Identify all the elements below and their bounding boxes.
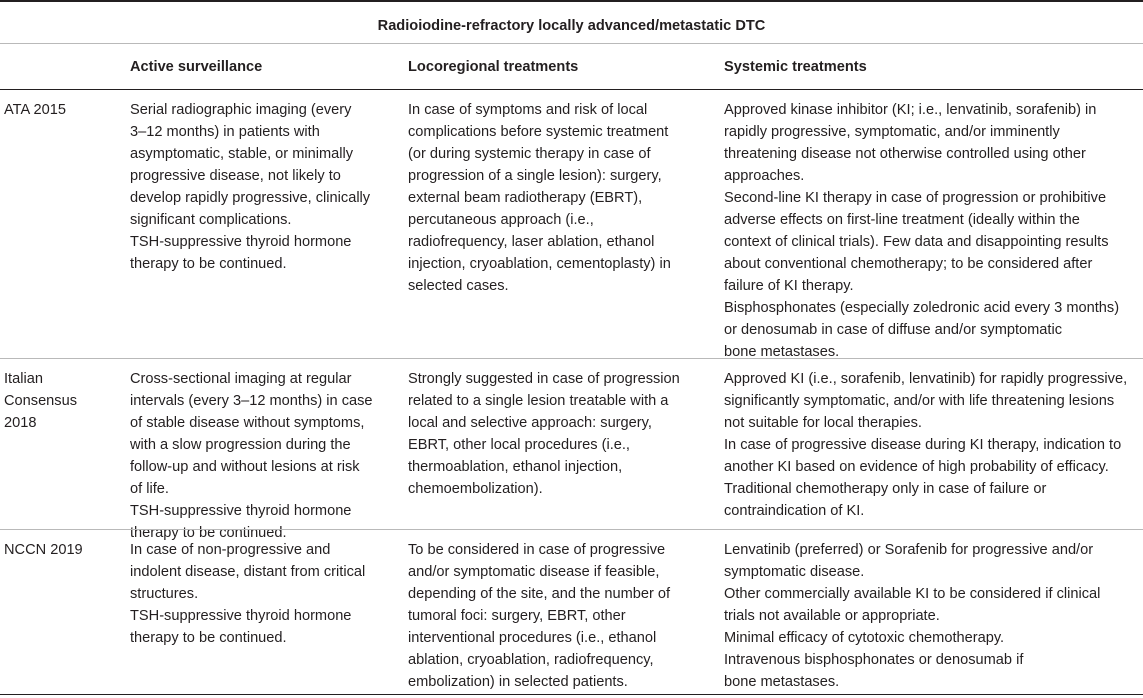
cell-text-line: Other commercially available KI to be considered if clinical [724,586,1101,602]
systemic-cell [724,368,1140,522]
cell-text-line: of life. [130,481,169,497]
cell-text-line: Strongly suggested in case of progression [408,371,680,387]
cell-text-line: bone metastases. [724,344,840,360]
cell-text-line: radiofrequency, laser ablation, ethanol [408,234,655,250]
cell-text-line: contraindication of KI. [724,503,865,519]
column-header-locoregional: Locoregional treatments [408,59,579,75]
cell-text-line: TSH-suppressive thyroid hormone [130,234,352,250]
cell-text-line: In case of symptoms and risk of local [408,102,648,118]
guideline-cell [4,99,114,121]
cell-text-line: embolization) in selected patients. [408,674,628,690]
cell-text-line: Italian [4,371,43,387]
cell-text-line: percutaneous approach (i.e., [408,212,594,228]
table-caption: Radioiodine-refractory locally advanced/metastatic DTC [377,18,766,34]
cell-text-line: significantly symptomatic, and/or with life threatening lesions [724,393,1115,409]
cell-text-line: Traditional chemotherapy only in case of failure or [724,481,1047,497]
cell-text-line: complications before systemic treatment [408,124,669,140]
cell-text-line: indolent disease, distant from critical [130,564,366,580]
locoregional-cell [408,99,708,297]
cell-text-line: context of clinical trials). Few data and disappointing results [724,234,1109,250]
cell-text-line: injection, cryoablation, cementoplasty) in [408,256,671,272]
cell-text-line: Second-line KI therapy in case of progression or prohibitive [724,190,1107,206]
active-surveillance-cell [130,368,395,544]
cell-text-line: of stable disease without symptoms, [130,415,365,431]
cell-text-line: Cross-sectional imaging at regular [130,371,352,387]
cell-text-line: 2018 [4,415,37,431]
cell-text-line: local and selective approach: surgery, [408,415,652,431]
cell-text-line: not suitable for local therapies. [724,415,922,431]
cell-text-line: therapy to be continued. [130,630,287,646]
cell-text-line: TSH-suppressive thyroid hormone [130,608,352,624]
caption-rule [0,43,1143,44]
cell-text-line: asymptomatic, stable, or minimally [130,146,354,162]
cell-text-line: tumoral foci: surgery, EBRT, other [408,608,626,624]
cell-text-line: structures. [130,586,199,602]
cell-text-line: symptomatic disease. [724,564,865,580]
cell-text-line: To be considered in case of progressive [408,542,666,558]
systemic-cell [724,539,1140,693]
header-rule [0,89,1143,90]
cell-text-line: 3–12 months) in patients with [130,124,320,140]
column-header-active-surveillance: Active surveillance [130,59,263,75]
cell-text-line: trials not available or appropriate. [724,608,940,624]
cell-text-line: Minimal efficacy of cytotoxic chemotherapy. [724,630,1005,646]
cell-text-line: ablation, cryoablation, radiofrequency, [408,652,654,668]
row-divider [0,529,1143,530]
cell-text-line: TSH-suppressive thyroid hormone [130,503,352,519]
cell-text-line: significant complications. [130,212,292,228]
cell-text-line: develop rapidly progressive, clinically [130,190,371,206]
cell-text-line: In case of non-progressive and [130,542,331,558]
cell-text-line: progressive disease, not likely to [130,168,341,184]
active-surveillance-cell [130,539,395,649]
row-divider [0,358,1143,359]
cell-text-line: intervals (every 3–12 months) in case [130,393,373,409]
cell-text-line: related to a single lesion treatable with a [408,393,669,409]
cell-text-line: progression of a single lesion): surgery, [408,168,662,184]
cell-text-line: Intravenous bisphosphonates or denosumab if [724,652,1024,668]
cell-text-line: Bisphosphonates (especially zoledronic acid every 3 months) [724,300,1120,316]
locoregional-cell [408,539,708,693]
cell-text-line: Approved KI (i.e., sorafenib, lenvatinib) for rapidly progressive, [724,371,1128,387]
cell-text-line: (or during systemic therapy in case of [408,146,651,162]
cell-text-line: and/or symptomatic disease if feasible, [408,564,660,580]
cell-text-line: rapidly progressive, symptomatic, and/or imminently [724,124,1060,140]
cell-text-line: Serial radiographic imaging (every [130,102,352,118]
cell-text-line: or denosumab in case of diffuse and/or symptomatic [724,322,1063,338]
cell-text-line: Approved kinase inhibitor (KI; i.e., lenvatinib, sorafenib) in [724,102,1097,118]
active-surveillance-cell [130,99,395,275]
cell-text-line: approaches. [724,168,805,184]
locoregional-cell [408,368,708,500]
cell-text-line: In case of progressive disease during KI therapy, indication to [724,437,1122,453]
column-header-systemic: Systemic treatments [724,59,867,75]
cell-text-line: depending of the site, and the number of [408,586,671,602]
cell-text-line: another KI based on evidence of high probability of efficacy. [724,459,1109,475]
cell-text-line: therapy to be continued. [130,256,287,272]
cell-text-line: Consensus [4,393,78,409]
systemic-cell [724,99,1140,363]
cell-text-line: therapy to be continued. [130,525,287,541]
guideline-cell [4,539,114,561]
cell-text-line: about conventional chemotherapy; to be considered after [724,256,1093,272]
cell-text-line: failure of KI therapy. [724,278,854,294]
cell-text-line: external beam radiotherapy (EBRT), [408,190,643,206]
cell-text-line: selected cases. [408,278,509,294]
cell-text-line: NCCN 2019 [4,542,83,558]
cell-text-line: EBRT, other local procedures (i.e., [408,437,630,453]
cell-text-line: with a slow progression during the [130,437,351,453]
cell-text-line: thermoablation, ethanol injection, [408,459,623,475]
cell-text-line: bone metastases. [724,674,840,690]
top-rule [0,0,1143,2]
cell-text-line: chemoembolization). [408,481,543,497]
cell-text-line: follow-up and without lesions at risk [130,459,360,475]
cell-text-line: interventional procedures (i.e., ethanol [408,630,657,646]
bottom-rule [0,694,1143,695]
cell-text-line: ATA 2015 [4,102,66,118]
cell-text-line: threatening disease not otherwise controlled using other [724,146,1086,162]
guideline-cell [4,368,114,434]
cell-text-line: adverse effects on first-line treatment (ideally within the [724,212,1080,228]
cell-text-line: Lenvatinib (preferred) or Sorafenib for progressive and/or [724,542,1094,558]
